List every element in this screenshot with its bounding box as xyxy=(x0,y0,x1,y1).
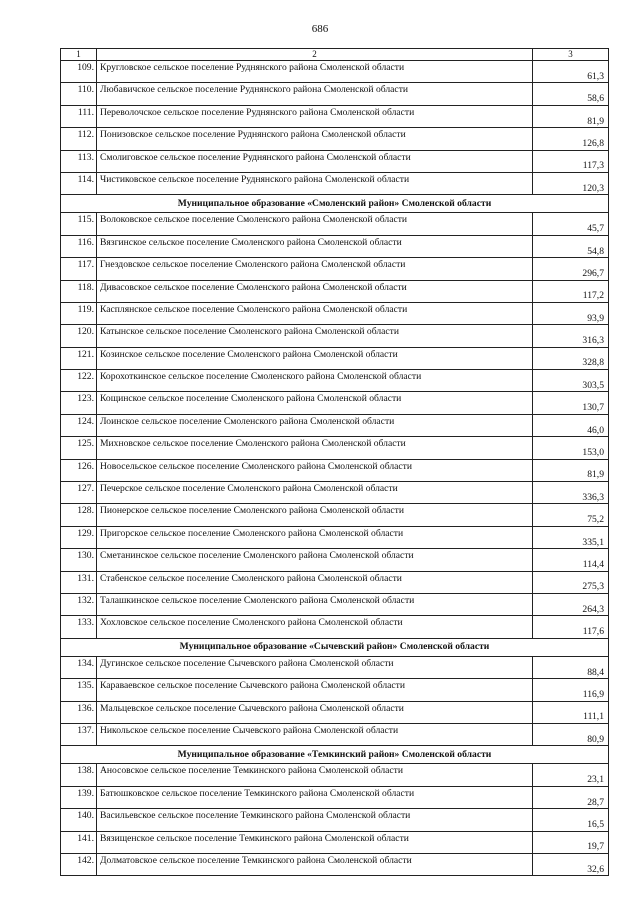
row-name: Вязищенское сельское поселение Темкинского района Смоленской области xyxy=(97,831,533,853)
column-header-name: 2 xyxy=(97,49,533,61)
row-name: Дугинское сельское поселение Сычевского района Смоленской области xyxy=(97,656,533,678)
table-row xyxy=(61,128,609,150)
table-row xyxy=(61,302,609,324)
row-number: 110. xyxy=(61,83,97,105)
row-name: Понизовское сельское поселение Руднянского района Смоленской области xyxy=(97,128,533,150)
table-row xyxy=(61,616,609,638)
row-value: 303,5 xyxy=(533,370,609,392)
table-row xyxy=(61,504,609,526)
row-value: 28,7 xyxy=(533,786,609,808)
row-value: 61,3 xyxy=(533,61,609,83)
row-value: 54,8 xyxy=(533,235,609,257)
table-row xyxy=(61,831,609,853)
row-name: Лоинское сельское поселение Смоленского района Смоленской области xyxy=(97,414,533,436)
row-number: 109. xyxy=(61,61,97,83)
row-number: 129. xyxy=(61,526,97,548)
row-number: 113. xyxy=(61,150,97,172)
row-value: 80,9 xyxy=(533,723,609,745)
row-value: 126,8 xyxy=(533,128,609,150)
row-name: Пионерское сельское поселение Смоленского района Смоленской области xyxy=(97,504,533,526)
row-value: 335,1 xyxy=(533,526,609,548)
row-number: 127. xyxy=(61,482,97,504)
row-number: 134. xyxy=(61,656,97,678)
row-value: 46,0 xyxy=(533,414,609,436)
row-number: 118. xyxy=(61,280,97,302)
row-number: 114. xyxy=(61,172,97,194)
row-value: 32,6 xyxy=(533,853,609,875)
row-value: 45,7 xyxy=(533,213,609,235)
row-value: 117,6 xyxy=(533,616,609,638)
row-name: Переволочское сельское поселение Руднянского района Смоленской области xyxy=(97,105,533,127)
row-number: 124. xyxy=(61,414,97,436)
row-number: 128. xyxy=(61,504,97,526)
row-value: 19,7 xyxy=(533,831,609,853)
row-name: Никольское сельское поселение Сычевского района Смоленской области xyxy=(97,723,533,745)
row-number: 138. xyxy=(61,764,97,786)
row-name: Гнездовское сельское поселение Смоленского района Смоленской области xyxy=(97,258,533,280)
row-name: Чистиковское сельское поселение Руднянского района Смоленской области xyxy=(97,172,533,194)
table-row xyxy=(61,213,609,235)
table-row xyxy=(61,172,609,194)
row-name: Катынское сельское поселение Смоленского района Смоленской области xyxy=(97,325,533,347)
table-row xyxy=(61,679,609,701)
row-name: Мальцевское сельское поселение Сычевского района Смоленской области xyxy=(97,701,533,723)
row-number: 141. xyxy=(61,831,97,853)
row-value: 336,3 xyxy=(533,482,609,504)
row-name: Аносовское сельское поселение Темкинского района Смоленской области xyxy=(97,764,533,786)
row-name: Васильевское сельское поселение Темкинского района Смоленской области xyxy=(97,809,533,831)
row-number: 131. xyxy=(61,571,97,593)
row-number: 123. xyxy=(61,392,97,414)
table-row xyxy=(61,61,609,83)
table-row xyxy=(61,809,609,831)
row-number: 125. xyxy=(61,437,97,459)
document-table-container xyxy=(60,48,608,876)
row-value: 58,6 xyxy=(533,83,609,105)
table-row xyxy=(61,437,609,459)
table-row xyxy=(61,459,609,481)
row-name: Любавичское сельское поселение Руднянского района Смоленской области xyxy=(97,83,533,105)
row-number: 119. xyxy=(61,302,97,324)
row-name: Волоковское сельское поселение Смоленского района Смоленской области xyxy=(97,213,533,235)
table-row xyxy=(61,414,609,436)
row-number: 112. xyxy=(61,128,97,150)
row-number: 122. xyxy=(61,370,97,392)
table-row xyxy=(61,593,609,615)
section-title: Муниципальное образование «Темкинский район» Смоленской области xyxy=(61,746,609,764)
section-header-row xyxy=(61,638,609,656)
column-header-number: 1 xyxy=(61,49,97,61)
table-row xyxy=(61,853,609,875)
table-row xyxy=(61,280,609,302)
row-value: 296,7 xyxy=(533,258,609,280)
row-number: 126. xyxy=(61,459,97,481)
table-row xyxy=(61,347,609,369)
row-name: Караваевское сельское поселение Сычевского района Смоленской области xyxy=(97,679,533,701)
table-row xyxy=(61,701,609,723)
row-value: 117,3 xyxy=(533,150,609,172)
settlements-table xyxy=(60,48,609,876)
row-value: 130,7 xyxy=(533,392,609,414)
table-row xyxy=(61,571,609,593)
table-row xyxy=(61,83,609,105)
row-number: 139. xyxy=(61,786,97,808)
row-name: Кругловское сельское поселение Руднянского района Смоленской области xyxy=(97,61,533,83)
table-row xyxy=(61,325,609,347)
row-name: Михновское сельское поселение Смоленского района Смоленской области xyxy=(97,437,533,459)
row-number: 120. xyxy=(61,325,97,347)
table-row xyxy=(61,235,609,257)
section-header-row xyxy=(61,195,609,213)
row-name: Вязгинское сельское поселение Смоленского района Смоленской области xyxy=(97,235,533,257)
row-number: 111. xyxy=(61,105,97,127)
row-number: 142. xyxy=(61,853,97,875)
row-name: Новосельское сельское поселение Смоленского района Смоленской области xyxy=(97,459,533,481)
row-name: Пригорское сельское поселение Смоленского района Смоленской области xyxy=(97,526,533,548)
table-row xyxy=(61,370,609,392)
row-value: 316,3 xyxy=(533,325,609,347)
row-value: 275,3 xyxy=(533,571,609,593)
column-header-value: 3 xyxy=(533,49,609,61)
table-row xyxy=(61,764,609,786)
row-name: Долматовское сельское поселение Темкинского района Смоленской области xyxy=(97,853,533,875)
row-name: Хохловское сельское поселение Смоленского района Смоленской области xyxy=(97,616,533,638)
row-name: Касплянское сельское поселение Смоленского района Смоленской области xyxy=(97,302,533,324)
row-number: 133. xyxy=(61,616,97,638)
row-value: 81,9 xyxy=(533,459,609,481)
row-value: 114,4 xyxy=(533,549,609,571)
table-row xyxy=(61,786,609,808)
row-value: 111,1 xyxy=(533,701,609,723)
row-number: 130. xyxy=(61,549,97,571)
table-row xyxy=(61,105,609,127)
row-name: Корохоткинское сельское поселение Смоленского района Смоленской области xyxy=(97,370,533,392)
row-value: 16,5 xyxy=(533,809,609,831)
row-value: 120,3 xyxy=(533,172,609,194)
row-value: 23,1 xyxy=(533,764,609,786)
row-value: 328,8 xyxy=(533,347,609,369)
row-number: 132. xyxy=(61,593,97,615)
row-name: Печерское сельское поселение Смоленского района Смоленской области xyxy=(97,482,533,504)
row-name: Стабенское сельское поселение Смоленского района Смоленской области xyxy=(97,571,533,593)
row-name: Дивасовское сельское поселение Смоленского района Смоленской области xyxy=(97,280,533,302)
row-value: 75,2 xyxy=(533,504,609,526)
row-number: 117. xyxy=(61,258,97,280)
row-value: 153,0 xyxy=(533,437,609,459)
table-row xyxy=(61,549,609,571)
row-value: 264,3 xyxy=(533,593,609,615)
row-value: 88,4 xyxy=(533,656,609,678)
row-name: Талашкинское сельское поселение Смоленского района Смоленской области xyxy=(97,593,533,615)
row-number: 135. xyxy=(61,679,97,701)
row-name: Сметанинское сельское поселение Смоленского района Смоленской области xyxy=(97,549,533,571)
table-row xyxy=(61,482,609,504)
row-number: 115. xyxy=(61,213,97,235)
section-title: Муниципальное образование «Смоленский район» Смоленской области xyxy=(61,195,609,213)
row-name: Козинское сельское поселение Смоленского района Смоленской области xyxy=(97,347,533,369)
section-header-row xyxy=(61,746,609,764)
table-row xyxy=(61,526,609,548)
page-number: 686 xyxy=(311,23,329,35)
table-row xyxy=(61,150,609,172)
row-number: 121. xyxy=(61,347,97,369)
row-number: 136. xyxy=(61,701,97,723)
table-header-row xyxy=(61,49,609,61)
section-title: Муниципальное образование «Сычевский район» Смоленской области xyxy=(61,638,609,656)
row-name: Кощинское сельское поселение Смоленского района Смоленской области xyxy=(97,392,533,414)
row-value: 93,9 xyxy=(533,302,609,324)
row-name: Смолиговское сельское поселение Руднянского района Смоленской области xyxy=(97,150,533,172)
row-name: Батюшковское сельское поселение Темкинского района Смоленской области xyxy=(97,786,533,808)
row-value: 117,2 xyxy=(533,280,609,302)
row-number: 116. xyxy=(61,235,97,257)
row-value: 116,9 xyxy=(533,679,609,701)
row-number: 137. xyxy=(61,723,97,745)
table-row xyxy=(61,392,609,414)
table-row xyxy=(61,258,609,280)
table-row xyxy=(61,723,609,745)
row-value: 81,9 xyxy=(533,105,609,127)
table-row xyxy=(61,656,609,678)
row-number: 140. xyxy=(61,809,97,831)
table-body xyxy=(61,49,609,876)
